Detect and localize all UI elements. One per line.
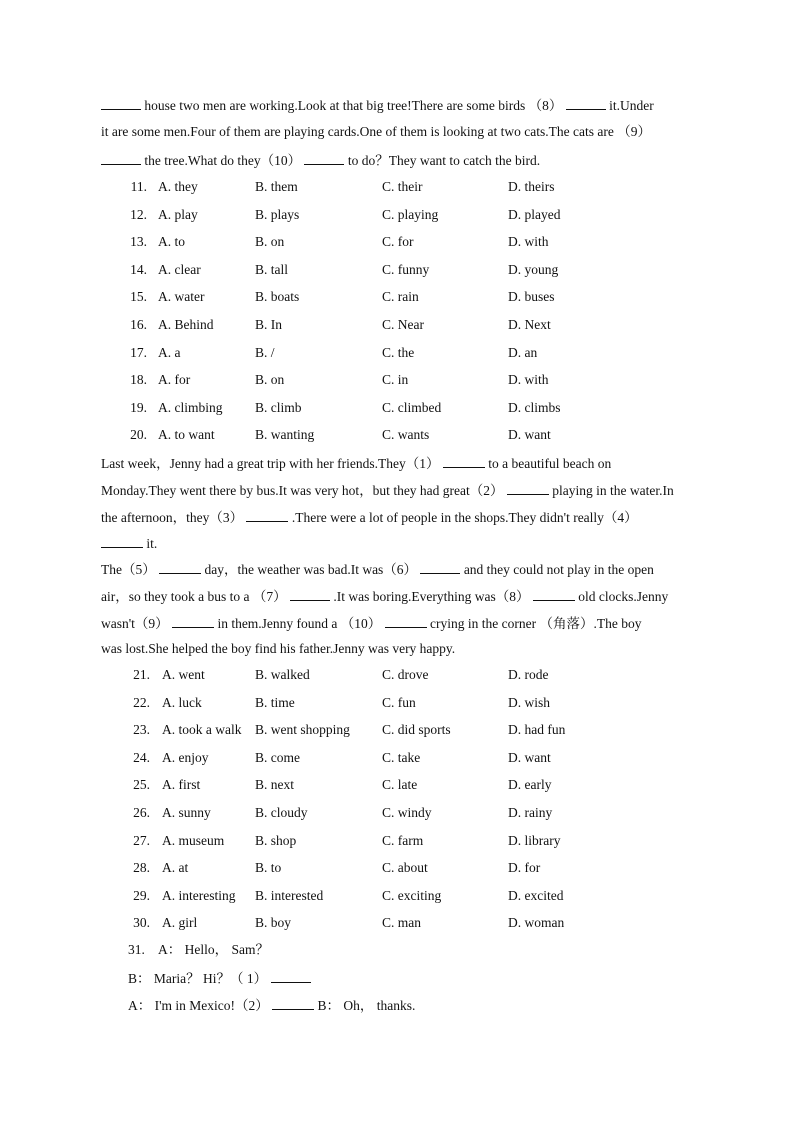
question-row — [0, 750, 794, 766]
option-a[interactable]: A. went — [162, 667, 205, 682]
passage-text: Last week，Jenny had a great trip with her friends.They（1） — [101, 456, 440, 471]
option-a[interactable]: A. enjoy — [162, 749, 209, 765]
question-row — [0, 234, 794, 250]
dialogue-line-2 — [128, 970, 311, 987]
option-b[interactable]: B. on — [255, 234, 285, 250]
option-c[interactable]: C. rain — [382, 289, 419, 305]
question-number: 17. — [130, 344, 147, 360]
option-c[interactable]: C. their — [382, 179, 423, 194]
passage1-line-1 — [101, 97, 654, 114]
option-a[interactable]: A. at — [162, 860, 189, 876]
passage-text: house two men are working.Look at that big tree!There are some birds （8） — [144, 98, 563, 113]
option-c[interactable]: C. the — [382, 344, 415, 360]
answer-blank[interactable] — [385, 615, 427, 628]
question-row — [0, 289, 794, 305]
dialogue-line-3 — [128, 997, 415, 1014]
passage-text: it.Under — [609, 98, 654, 113]
option-b[interactable]: B. them — [255, 179, 298, 194]
passage2-line-7 — [101, 615, 642, 632]
option-a[interactable]: A. first — [162, 777, 201, 793]
option-a[interactable]: A. interesting — [162, 887, 236, 903]
question-number: 20. — [130, 427, 147, 443]
passage2-line-3 — [101, 509, 638, 526]
question-number: 23. — [133, 722, 150, 738]
option-c[interactable]: C. windy — [382, 805, 432, 820]
question-row — [0, 695, 794, 711]
option-a[interactable]: A. luck — [162, 694, 202, 710]
passage2-line-1 — [101, 455, 611, 472]
option-c[interactable]: C. about — [382, 860, 428, 876]
answer-blank[interactable] — [101, 152, 141, 165]
option-b[interactable]: B. next — [255, 777, 294, 793]
option-a[interactable]: A. sunny — [162, 805, 211, 820]
option-d[interactable]: D. buses — [508, 289, 555, 305]
passage-text: and they could not play in the open — [463, 562, 654, 577]
option-a[interactable]: A. museum — [162, 832, 225, 848]
option-a[interactable]: A. to — [158, 234, 185, 250]
question-number: 18. — [130, 372, 147, 388]
dialogue-text: B： Maria？ Hi？（ 1） — [128, 971, 268, 986]
question-number: 13. — [130, 234, 147, 250]
passage-text: old clocks.Jenny — [578, 589, 669, 604]
option-d[interactable]: D. woman — [508, 915, 565, 931]
question-row — [0, 400, 794, 416]
question-number: 11. — [130, 179, 147, 194]
passage-text: .It was boring.Everything was（8） — [333, 589, 530, 604]
passage-text: the afternoon，they（3） — [101, 510, 244, 525]
passage-text: was lost.She helped the boy find his father.Jenny was very happy. — [101, 641, 456, 656]
question-number: 31. — [128, 942, 145, 957]
answer-blank[interactable] — [443, 455, 485, 468]
option-a[interactable]: A. climbing — [158, 399, 223, 415]
option-b[interactable]: B. plays — [255, 206, 300, 222]
answer-blank[interactable] — [172, 615, 214, 628]
option-c[interactable]: C. for — [382, 234, 414, 250]
question-row — [0, 915, 794, 931]
question-number: 12. — [130, 206, 147, 222]
option-b[interactable]: B. / — [255, 344, 275, 360]
answer-blank[interactable] — [101, 535, 143, 548]
answer-blank[interactable] — [533, 588, 575, 601]
option-d[interactable]: D. want — [508, 427, 551, 443]
option-b[interactable]: B. boy — [255, 915, 292, 931]
passage-text: day，the weather was bad.It was（6） — [204, 562, 418, 577]
dialogue-text: B： Oh， thanks. — [317, 998, 416, 1013]
option-d[interactable]: D. an — [508, 344, 538, 360]
option-b[interactable]: B. wanting — [255, 427, 315, 443]
option-b[interactable]: B. to — [255, 860, 282, 876]
passage-text: the tree.What do they（10） — [144, 153, 302, 168]
passage2-line-5 — [101, 561, 654, 578]
option-c[interactable]: C. funny — [382, 261, 430, 277]
answer-blank[interactable] — [304, 152, 344, 165]
answer-blank[interactable] — [420, 561, 460, 574]
option-a[interactable]: A. play — [158, 206, 198, 222]
option-d[interactable]: D. played — [508, 206, 561, 222]
option-a[interactable]: A. water — [158, 289, 205, 305]
option-a[interactable]: A. a — [158, 344, 181, 360]
option-d[interactable]: D. early — [508, 777, 552, 793]
passage2-line-2 — [101, 482, 674, 499]
dialogue-text: A： I'm in Mexico!（2） — [128, 998, 269, 1013]
answer-blank[interactable] — [101, 97, 141, 110]
question-row — [0, 833, 794, 849]
option-c[interactable]: C. playing — [382, 206, 439, 222]
passage1-line-2 — [101, 124, 651, 140]
option-b[interactable]: B. In — [255, 317, 282, 332]
question-row — [0, 179, 794, 195]
passage2-line-6 — [101, 588, 668, 605]
option-b[interactable]: B. went shopping — [255, 722, 350, 738]
question-number: 30. — [133, 915, 150, 931]
option-a[interactable]: A. they — [158, 179, 198, 194]
option-d[interactable]: D. with — [508, 372, 549, 388]
question-number: 26. — [133, 805, 150, 820]
question-row — [0, 722, 794, 738]
passage2-line-8 — [101, 641, 455, 657]
option-a[interactable]: A. Behind — [158, 317, 214, 332]
option-c[interactable]: C. take — [382, 749, 421, 765]
question-row — [0, 207, 794, 223]
passage-text: to a beautiful beach on — [488, 456, 612, 471]
question-row — [0, 427, 794, 443]
question-number: 21. — [133, 667, 150, 682]
option-c[interactable]: C. farm — [382, 832, 424, 848]
option-d[interactable]: D. with — [508, 234, 549, 250]
passage-text: crying in the corner （角落）.The boy — [430, 616, 642, 631]
passage-text: .There were a lot of people in the shops.They didn't really（4） — [291, 510, 638, 525]
question-number: 16. — [130, 317, 147, 332]
question-number: 24. — [133, 749, 150, 765]
option-a[interactable]: A. took a walk — [162, 722, 242, 738]
option-c[interactable]: C. in — [382, 372, 409, 388]
option-a[interactable]: A. for — [158, 372, 191, 388]
answer-blank[interactable] — [290, 588, 330, 601]
option-c[interactable]: C. climbed — [382, 399, 442, 415]
option-b[interactable]: B. shop — [255, 832, 297, 848]
option-d[interactable]: D. library — [508, 832, 561, 848]
option-c[interactable]: C. did sports — [382, 722, 451, 738]
option-d[interactable]: D. climbs — [508, 399, 561, 415]
option-c[interactable]: C. late — [382, 777, 418, 793]
question-row — [0, 372, 794, 388]
option-a[interactable]: A. to want — [158, 427, 215, 443]
option-d[interactable]: D. excited — [508, 887, 564, 903]
option-d[interactable]: D. theirs — [508, 179, 555, 194]
option-b[interactable]: B. on — [255, 372, 285, 388]
option-b[interactable]: B. tall — [255, 261, 288, 277]
passage-text: air，so they took a bus to a （7） — [101, 589, 287, 604]
passage2-line-4 — [101, 535, 157, 552]
option-d[interactable]: D. want — [508, 749, 551, 765]
option-d[interactable]: D. had fun — [508, 722, 566, 738]
answer-blank[interactable] — [271, 970, 311, 983]
option-d[interactable]: D. rode — [508, 667, 549, 682]
answer-blank[interactable] — [246, 509, 288, 522]
option-c[interactable]: C. exciting — [382, 887, 442, 903]
question-number: 22. — [133, 694, 150, 710]
option-d[interactable]: D. Next — [508, 317, 551, 332]
option-c[interactable]: C. fun — [382, 694, 416, 710]
passage-text: playing in the water.In — [552, 483, 674, 498]
passage-text: wasn't（9） — [101, 616, 169, 631]
question-number: 29. — [133, 887, 150, 903]
option-b[interactable]: B. cloudy — [255, 805, 308, 820]
option-b[interactable]: B. climb — [255, 399, 302, 415]
passage1-line-3 — [101, 152, 540, 169]
passage-text: Monday.They went there by bus.It was very hot，but they had great（2） — [101, 483, 504, 498]
question-number: 28. — [133, 860, 150, 876]
question-number: 27. — [133, 832, 150, 848]
option-d[interactable]: D. wish — [508, 694, 551, 710]
answer-blank[interactable] — [507, 482, 549, 495]
question-number: 25. — [133, 777, 150, 793]
answer-blank[interactable] — [159, 561, 201, 574]
dialogue-line-1: A： Hello， Sam？ — [158, 942, 269, 957]
option-c[interactable]: C. Near — [382, 317, 424, 332]
option-d[interactable]: D. young — [508, 261, 559, 277]
passage-text: in them.Jenny found a （10） — [217, 616, 382, 631]
passage-text: it are some men.Four of them are playing cards.One of them is looking at two cats.The cats are （9） — [101, 124, 651, 139]
question-row — [0, 805, 794, 821]
question-row — [0, 860, 794, 876]
option-a[interactable]: A. girl — [162, 915, 198, 931]
question-row — [0, 777, 794, 793]
question-number: 14. — [130, 261, 147, 277]
passage-text: it. — [146, 536, 158, 551]
question-number: 15. — [130, 289, 147, 305]
option-b[interactable]: B. boats — [255, 289, 300, 305]
option-c[interactable]: C. drove — [382, 667, 429, 682]
option-d[interactable]: D. rainy — [508, 805, 553, 820]
option-b[interactable]: B. walked — [255, 667, 310, 682]
question-row — [0, 667, 794, 683]
option-c[interactable]: C. man — [382, 915, 421, 931]
option-a[interactable]: A. clear — [158, 261, 201, 277]
passage-text: to do？They want to catch the bird. — [347, 153, 541, 168]
passage-text: The（5） — [101, 562, 156, 577]
answer-blank[interactable] — [566, 97, 606, 110]
option-d[interactable]: D. for — [508, 860, 541, 876]
question-row — [0, 345, 794, 361]
option-b[interactable]: B. interested — [255, 887, 324, 903]
question-row — [0, 888, 794, 904]
option-b[interactable]: B. time — [255, 694, 295, 710]
option-b[interactable]: B. come — [255, 749, 300, 765]
answer-blank[interactable] — [272, 997, 314, 1010]
option-c[interactable]: C. wants — [382, 427, 430, 443]
question-number: 19. — [130, 399, 147, 415]
question-row — [0, 262, 794, 278]
question-row — [0, 317, 794, 333]
